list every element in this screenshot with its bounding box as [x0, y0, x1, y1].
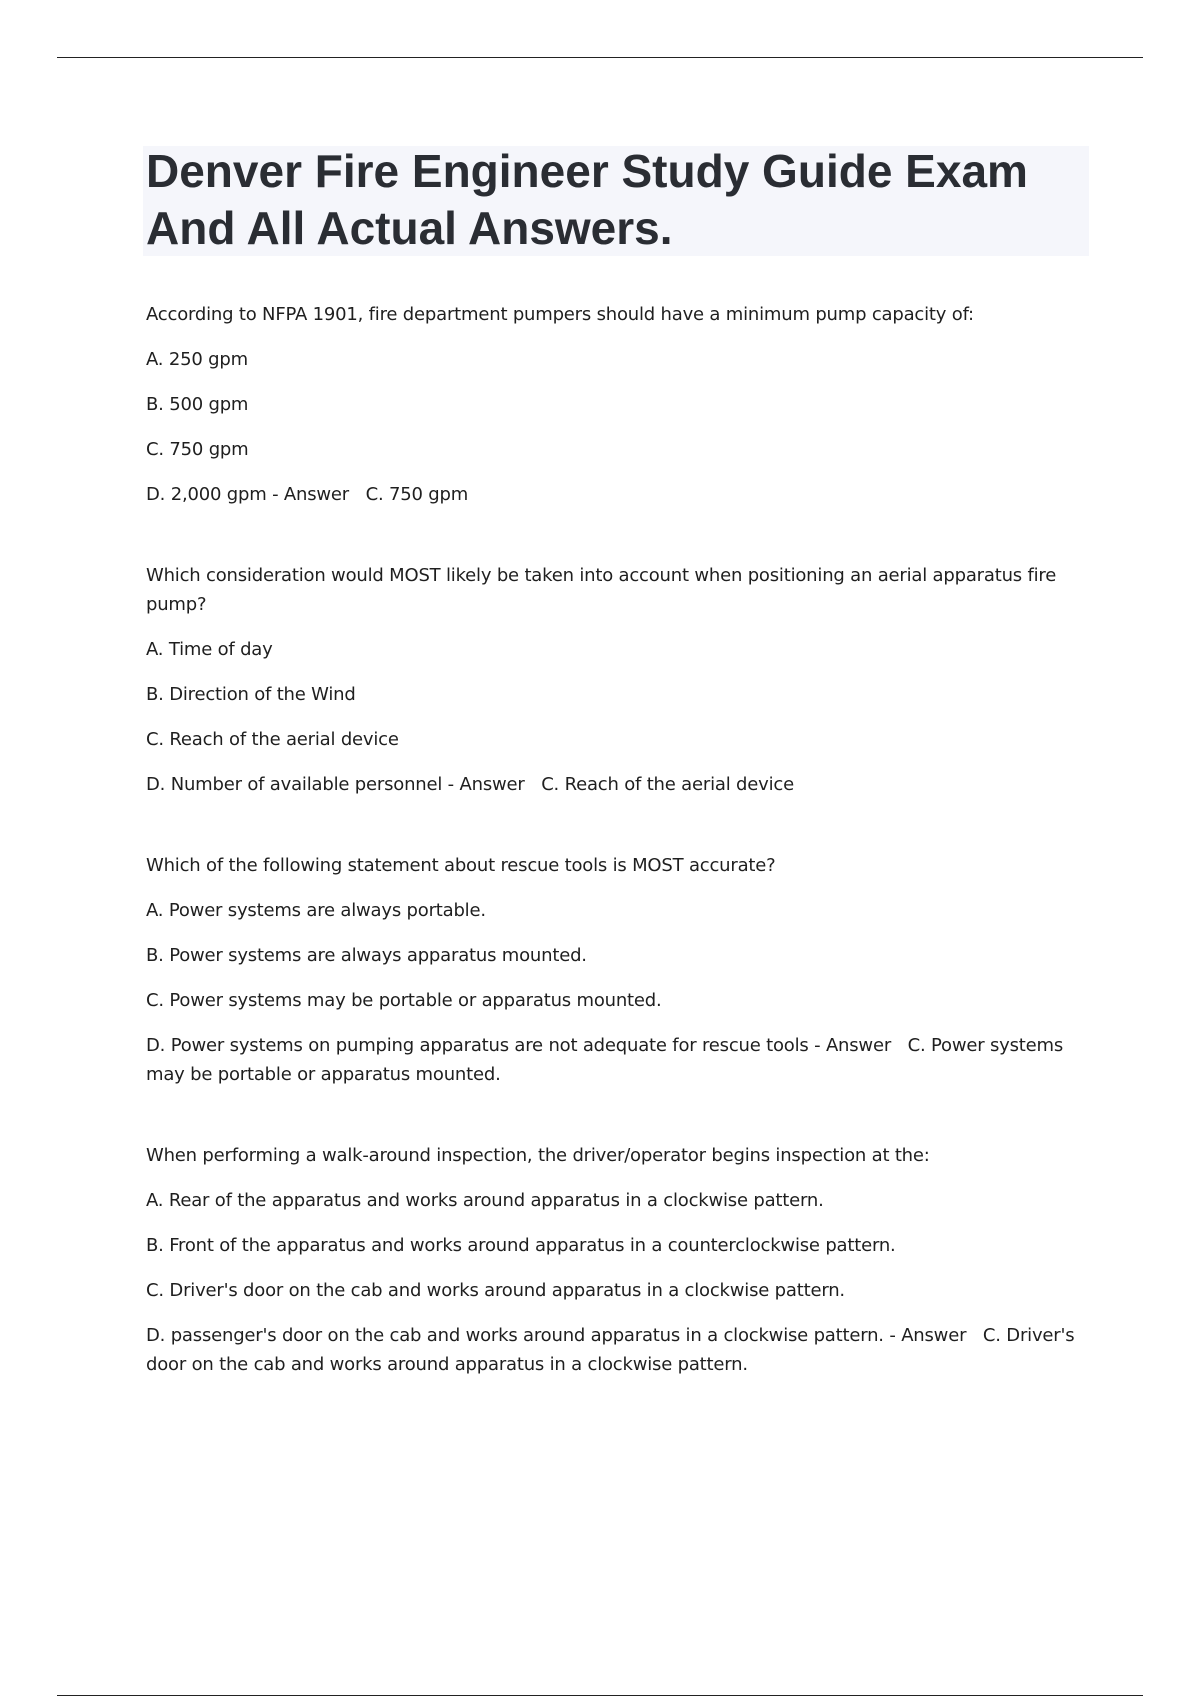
answer-label: Answer [459, 774, 525, 795]
top-rule [57, 57, 1143, 58]
option-d-with-answer: D. Power systems on pumping apparatus are not adequate for rescue tools - Answer C. Power systems may be portable or apparatus mounted. [146, 1035, 1064, 1085]
option-d: D. 2,000 gpm [146, 484, 267, 505]
option-b: B. Direction of the Wind [146, 684, 356, 705]
option-b: B. Front of the apparatus and works around apparatus in a counterclockwise pattern. [146, 1235, 896, 1256]
option-b: B. 500 gpm [146, 394, 249, 415]
answer-label: Answer [901, 1325, 967, 1346]
question-list [146, 300, 1084, 1431]
option-c: C. 750 gpm [146, 439, 249, 460]
answer-value: C. Power systems may be portable or apparatus mounted. [146, 1035, 1064, 1085]
document-title: Denver Fire Engineer Study Guide Exam And All Actual Answers. [146, 145, 1028, 254]
option-c: C. Driver's door on the cab and works around apparatus in a clockwise pattern. [146, 1280, 845, 1301]
question-block-2 [146, 561, 1084, 799]
bottom-rule [57, 1695, 1143, 1696]
option-a: A. 250 gpm [146, 349, 248, 370]
answer-value: C. Reach of the aerial device [541, 774, 794, 795]
option-a: A. Time of day [146, 639, 273, 660]
option-d: D. passenger's door on the cab and works around apparatus in a clockwise pattern. [146, 1325, 884, 1346]
option-b: B. Power systems are always apparatus mounted. [146, 945, 587, 966]
question-text: Which consideration would MOST likely be taken into account when positioning an aerial apparatus fire pump? [146, 565, 1057, 615]
answer-value: C. 750 gpm [365, 484, 469, 505]
option-a: A. Rear of the apparatus and works around apparatus in a clockwise pattern. [146, 1190, 824, 1211]
answer-label: Answer [825, 1035, 892, 1056]
option-d-with-answer: D. Number of available personnel - Answer C. Reach of the aerial device [146, 774, 794, 795]
question-block-3 [146, 851, 1084, 1089]
question-text: When performing a walk-around inspection, the driver/operator begins inspection at the: [146, 1145, 930, 1166]
question-block-4 [146, 1141, 1084, 1379]
option-d: D. Power systems on pumping apparatus are not adequate for rescue tools [146, 1035, 809, 1056]
option-a: A. Power systems are always portable. [146, 900, 486, 921]
answer-label: Answer [283, 484, 349, 505]
answer-value: C. Driver's door on the cab and works around apparatus in a clockwise pattern. [146, 1325, 1075, 1375]
question-text: According to NFPA 1901, fire department pumpers should have a minimum pump capacity of: [146, 304, 974, 325]
option-d: D. Number of available personnel [146, 774, 443, 795]
question-text: Which of the following statement about rescue tools is MOST accurate? [146, 855, 776, 876]
option-c: C. Reach of the aerial device [146, 729, 399, 750]
question-block-1 [146, 300, 1084, 509]
option-d-with-answer: D. passenger's door on the cab and works around apparatus in a clockwise pattern. - Answer C. Driver's door on the cab and works around apparatus in a clockwise pattern. [146, 1325, 1075, 1375]
option-d-with-answer: D. 2,000 gpm - Answer C. 750 gpm [146, 484, 469, 505]
option-c: C. Power systems may be portable or apparatus mounted. [146, 990, 662, 1011]
